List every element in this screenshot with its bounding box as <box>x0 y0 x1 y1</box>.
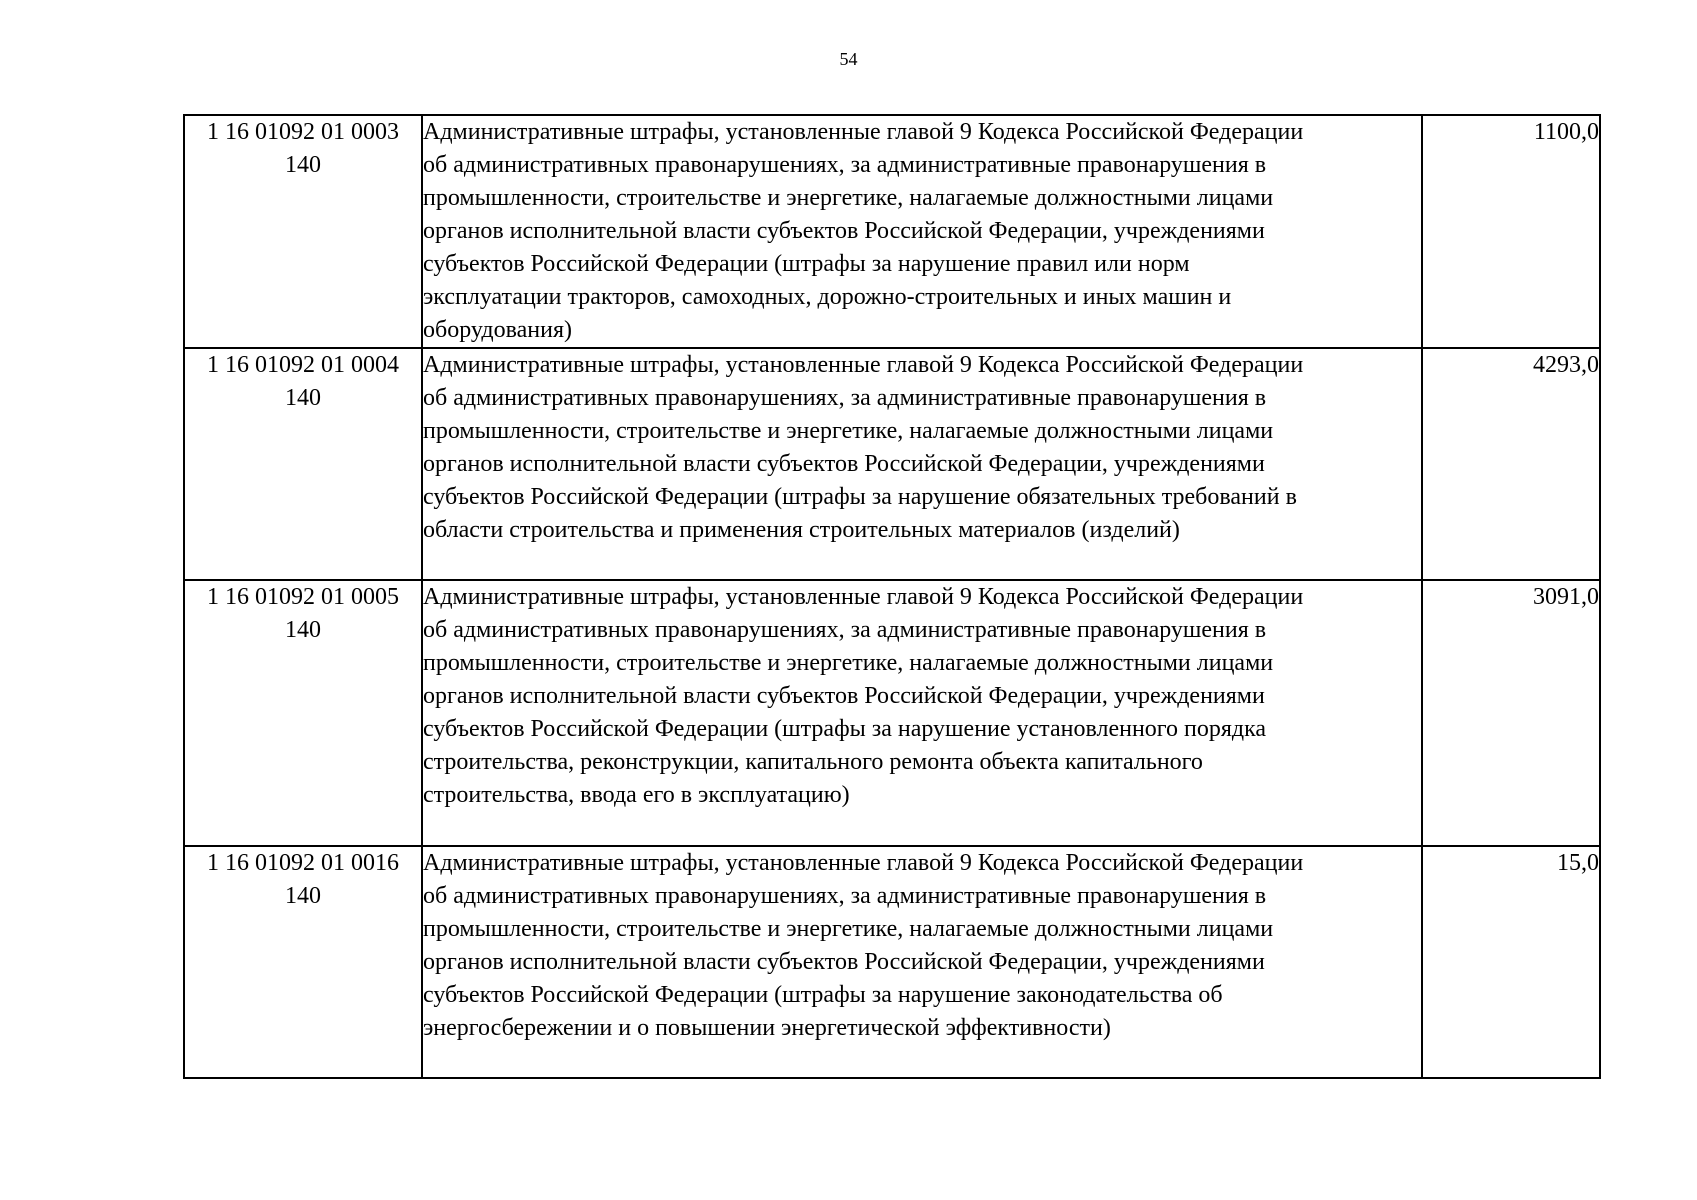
description-line: строительства, реконструкции, капитального ремонта объекта капитального <box>423 749 1203 775</box>
budget-code-suffix: 140 <box>285 883 321 909</box>
description-line: субъектов Российской Федерации (штрафы за нарушение обязательных требований в <box>423 484 1297 510</box>
description-line: оборудования) <box>423 317 572 343</box>
description-cell <box>422 580 1422 846</box>
description-line: энергосбережении и о повышении энергетической эффективности) <box>423 1015 1111 1041</box>
description-line: органов исполнительной власти субъектов Российской Федерации, учреждениями <box>423 451 1265 477</box>
description-line: об административных правонарушениях, за административные правонарушения в <box>423 385 1267 411</box>
description-line: промышленности, строительстве и энергетике, налагаемые должностными лицами <box>423 185 1274 211</box>
description-line: промышленности, строительстве и энергетике, налагаемые должностными лицами <box>423 650 1274 676</box>
budget-code-suffix: 140 <box>285 385 321 411</box>
description-line: об административных правонарушениях, за административные правонарушения в <box>423 883 1267 909</box>
description-line: промышленности, строительстве и энергетике, налагаемые должностными лицами <box>423 916 1274 942</box>
description-line: субъектов Российской Федерации (штрафы за нарушение установленного порядка <box>423 716 1267 742</box>
description-line: Административные штрафы, установленные главой 9 Кодекса Российской Федерации <box>423 850 1304 876</box>
budget-code-suffix: 140 <box>285 617 321 643</box>
description-cell <box>422 846 1422 1078</box>
description-line: Административные штрафы, установленные главой 9 Кодекса Российской Федерации <box>423 352 1304 378</box>
description-line: об административных правонарушениях, за административные правонарушения в <box>423 152 1267 178</box>
description-line: Административные штрафы, установленные главой 9 Кодекса Российской Федерации <box>423 584 1304 610</box>
table-row <box>184 846 1600 1078</box>
budget-code-suffix: 140 <box>285 152 321 178</box>
amount-cell: 3091,0 <box>1422 580 1600 846</box>
description-line: субъектов Российской Федерации (штрафы за нарушение правил или норм <box>423 251 1190 277</box>
table-row <box>184 115 1600 348</box>
budget-code-cell <box>184 348 422 580</box>
description-line: строительства, ввода его в эксплуатацию) <box>423 782 850 808</box>
description-line: органов исполнительной власти субъектов Российской Федерации, учреждениями <box>423 949 1265 975</box>
description-line: органов исполнительной власти субъектов Российской Федерации, учреждениями <box>423 218 1265 244</box>
amount-cell: 15,0 <box>1422 846 1600 1078</box>
budget-code: 1 16 01092 01 0004 <box>207 352 399 378</box>
budget-code: 1 16 01092 01 0003 <box>207 119 399 145</box>
description-line: субъектов Российской Федерации (штрафы за нарушение законодательства об <box>423 982 1223 1008</box>
description-line: эксплуатации тракторов, самоходных, дорожно-строительных и иных машин и <box>423 284 1232 310</box>
page-number: 54 <box>839 49 858 69</box>
budget-code-cell <box>184 580 422 846</box>
budget-code: 1 16 01092 01 0005 <box>207 584 399 610</box>
table-row <box>184 348 1600 580</box>
table-row <box>184 580 1600 846</box>
description-line: об административных правонарушениях, за административные правонарушения в <box>423 617 1267 643</box>
budget-revenue-table <box>183 114 1601 1079</box>
description-cell <box>422 348 1422 580</box>
description-line: органов исполнительной власти субъектов Российской Федерации, учреждениями <box>423 683 1265 709</box>
budget-code-cell <box>184 115 422 348</box>
budget-code: 1 16 01092 01 0016 <box>207 850 399 876</box>
budget-code-cell <box>184 846 422 1078</box>
amount-cell: 4293,0 <box>1422 348 1600 580</box>
description-cell <box>422 115 1422 348</box>
description-line: промышленности, строительстве и энергетике, налагаемые должностными лицами <box>423 418 1274 444</box>
description-line: Административные штрафы, установленные главой 9 Кодекса Российской Федерации <box>423 119 1304 145</box>
amount-cell: 1100,0 <box>1422 115 1600 348</box>
description-line: области строительства и применения строительных материалов (изделий) <box>423 517 1180 543</box>
